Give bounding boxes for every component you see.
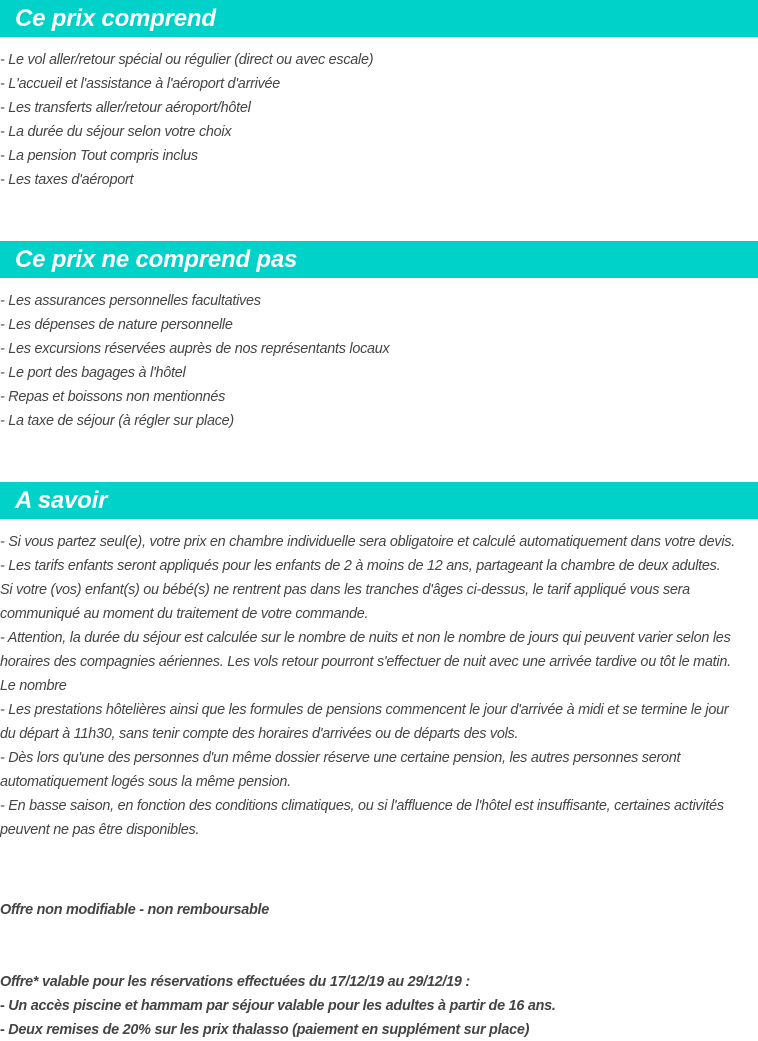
offer-block (0, 970, 758, 1041)
list-item: - Les excursions réservées auprès de nos représentants locaux (0, 341, 390, 357)
offer-title: Offre* valable pour les réservations effectuées du 17/12/19 au 29/12/19 : (0, 974, 470, 990)
list-item: - Le vol aller/retour spécial ou régulier (direct ou avec escale) (0, 52, 374, 68)
text-line: communiqué au moment du traitement de votre commande. (0, 606, 369, 622)
offer-item: - Deux remises de 20% sur les prix thalasso (paiement en supplément sur place) (0, 1022, 530, 1038)
section-header-includes: Ce prix comprend (0, 0, 758, 37)
list-item: - Les assurances personnelles facultatives (0, 293, 261, 309)
good-to-know-text (0, 530, 758, 842)
includes-list (0, 48, 758, 192)
section-header-good-to-know: A savoir (0, 482, 758, 519)
text-line: Si votre (vos) enfant(s) ou bébé(s) ne rentrent pas dans les tranches d'âges ci-dessus, le tarif appliqué vous sera (0, 582, 690, 598)
list-item: - Le port des bagages à l'hôtel (0, 365, 186, 381)
excludes-list (0, 289, 758, 433)
text-line: automatiquement logés sous la même pension. (0, 774, 291, 790)
text-line: peuvent ne pas être disponibles. (0, 822, 200, 838)
list-item: - Les transferts aller/retour aéroport/hôtel (0, 100, 251, 116)
text-line: - Dès lors qu'une des personnes d'un même dossier réserve une certaine pension, les autres personnes seront (0, 750, 681, 766)
list-item: - Repas et boissons non mentionnés (0, 389, 226, 405)
offer-item: - Un accès piscine et hammam par séjour valable pour les adultes à partir de 16 ans. (0, 998, 556, 1014)
text-line: du départ à 11h30, sans tenir compte des horaires d'arrivées ou de départs des vols. (0, 726, 519, 742)
list-item: - Les taxes d'aéroport (0, 172, 134, 188)
text-line: - Si vous partez seul(e), votre prix en chambre individuelle sera obligatoire et calculé automatiquement dans votre devis. (0, 534, 735, 550)
text-line: - Les prestations hôtelières ainsi que les formules de pensions commencent le jour d'arrivée à midi et se termine le jour (0, 702, 729, 718)
text-line: Le nombre (0, 678, 67, 694)
list-item: - L'accueil et l'assistance à l'aéroport d'arrivée (0, 76, 281, 92)
text-line: horaires des compagnies aériennes. Les vols retour pourront s'effectuer de nuit avec une arrivée tardive ou tôt le matin. (0, 654, 731, 670)
list-item: - Les dépenses de nature personnelle (0, 317, 233, 333)
text-line: - Attention, la durée du séjour est calculée sur le nombre de nuits et non le nombre de jours qui peuvent varier selon les (0, 630, 731, 646)
list-item: - La durée du séjour selon votre choix (0, 124, 232, 140)
non-refundable-notice (0, 898, 758, 922)
list-item: - La pension Tout compris inclus (0, 148, 198, 164)
section-header-excludes: Ce prix ne comprend pas (0, 241, 758, 278)
text-line: - Les tarifs enfants seront appliqués pour les enfants de 2 à moins de 12 ans, partageant la chambre de deux adultes. (0, 558, 721, 574)
list-item: - La taxe de séjour (à régler sur place) (0, 413, 234, 429)
non-refundable-text: Offre non modifiable - non remboursable (0, 902, 270, 918)
text-line: - En basse saison, en fonction des conditions climatiques, ou si l'affluence de l'hôtel est insuffisante, certaines activités (0, 798, 724, 814)
